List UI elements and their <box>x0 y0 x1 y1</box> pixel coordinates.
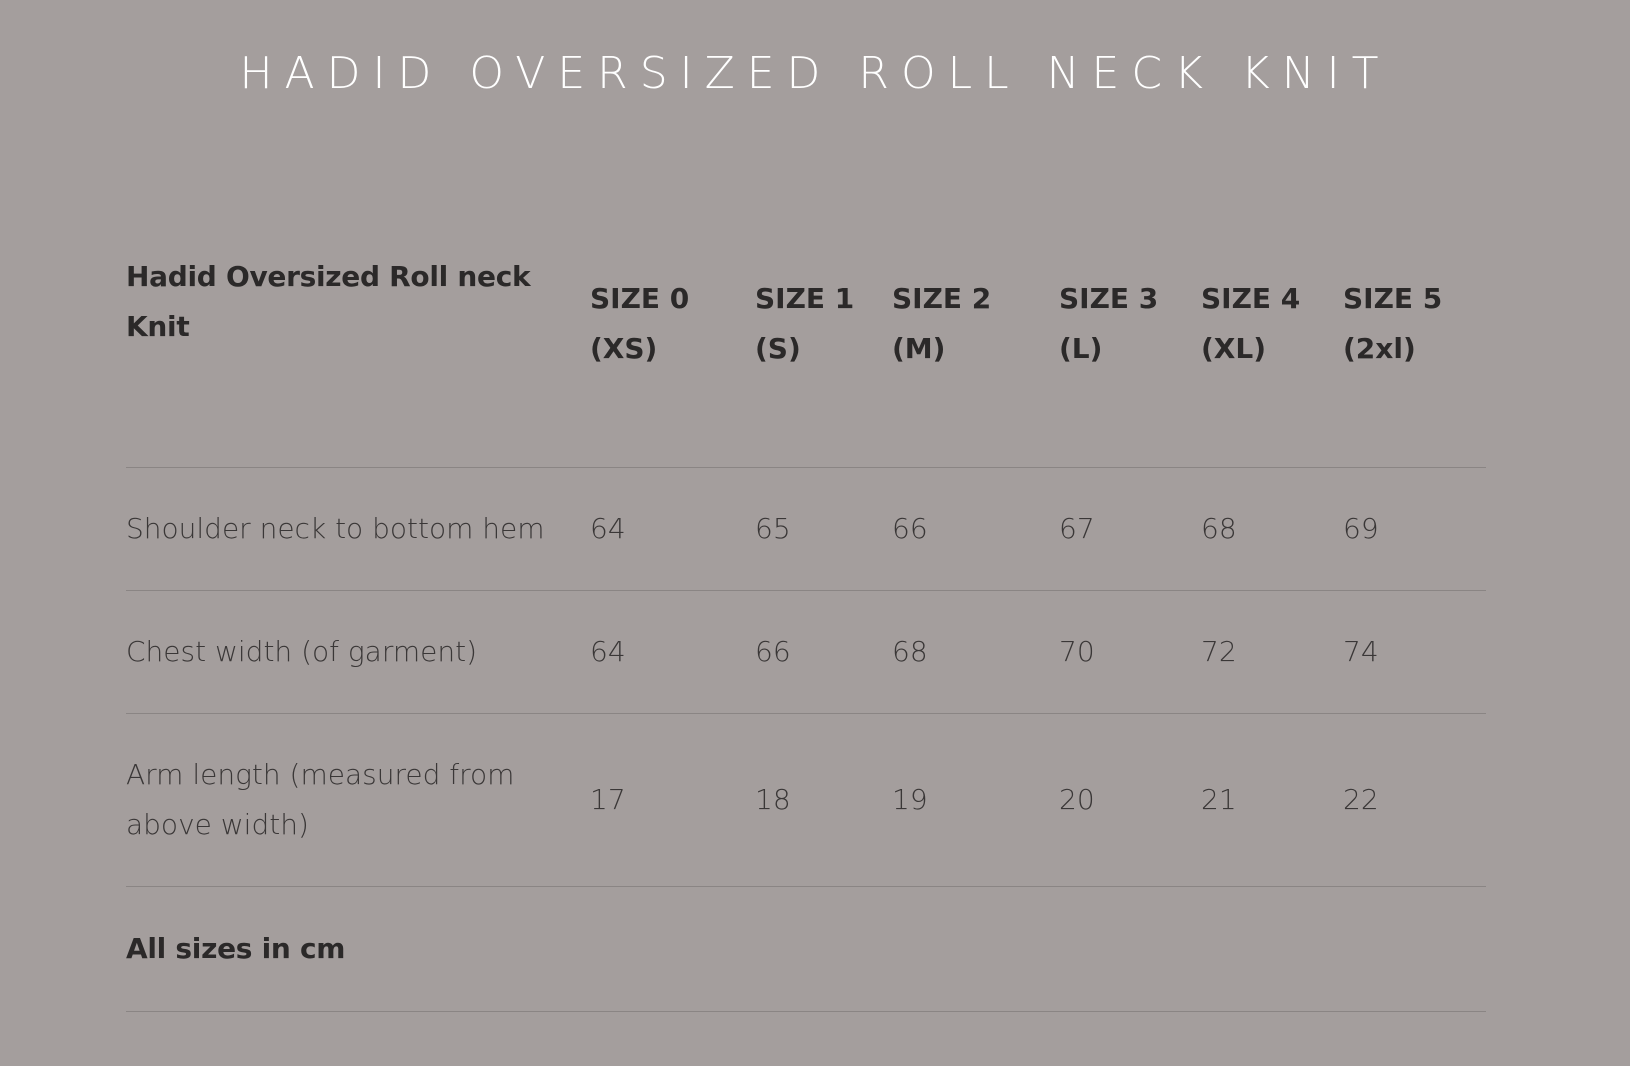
table-row <box>126 591 1486 714</box>
size-chart-table <box>126 240 1486 1012</box>
measurement-value: 22 <box>1343 714 1486 887</box>
size-code: (L) <box>1059 332 1103 365</box>
measurement-value: 67 <box>1059 468 1201 591</box>
measurement-value: 70 <box>1059 591 1201 714</box>
measurement-value: 74 <box>1343 591 1486 714</box>
size-label: SIZE 4 <box>1201 282 1301 315</box>
measurement-value: 65 <box>755 468 892 591</box>
measurement-value: 66 <box>755 591 892 714</box>
measurement-value: 66 <box>892 468 1059 591</box>
table-row <box>126 714 1486 887</box>
table-footer-row <box>126 887 1486 1012</box>
table-header-row <box>126 240 1486 468</box>
size-code: (XL) <box>1201 332 1267 365</box>
size-code: (S) <box>755 332 801 365</box>
size-label: SIZE 3 <box>1059 282 1159 315</box>
measurement-value: 18 <box>755 714 892 887</box>
units-note: All sizes in cm <box>126 887 1486 1012</box>
page-title: HADID OVERSIZED ROLL NECK KNIT <box>239 48 1391 99</box>
size-column-header <box>1201 240 1343 468</box>
measurement-value: 64 <box>590 591 755 714</box>
measurement-value: 17 <box>590 714 755 887</box>
measurement-value: 19 <box>892 714 1059 887</box>
measurement-label: Arm length (measured from above width) <box>126 714 590 887</box>
table-row <box>126 468 1486 591</box>
measurement-value: 69 <box>1343 468 1486 591</box>
size-label: SIZE 1 <box>755 282 855 315</box>
size-code: (2xl) <box>1343 332 1416 365</box>
measurement-value: 72 <box>1201 591 1343 714</box>
size-code: (XS) <box>590 332 658 365</box>
size-column-header <box>755 240 892 468</box>
size-label: SIZE 2 <box>892 282 992 315</box>
size-column-header <box>892 240 1059 468</box>
size-column-header <box>1343 240 1486 468</box>
product-name-header: Hadid Oversized Roll neck Knit <box>126 240 590 468</box>
measurement-value: 20 <box>1059 714 1201 887</box>
measurement-value: 68 <box>892 591 1059 714</box>
size-column-header <box>590 240 755 468</box>
measurement-label: Shoulder neck to bottom hem <box>126 468 590 591</box>
size-label: SIZE 0 <box>590 282 690 315</box>
measurement-value: 68 <box>1201 468 1343 591</box>
size-code: (M) <box>892 332 946 365</box>
size-label: SIZE 5 <box>1343 282 1443 315</box>
size-column-header <box>1059 240 1201 468</box>
measurement-label: Chest width (of garment) <box>126 591 590 714</box>
measurement-value: 21 <box>1201 714 1343 887</box>
measurement-value: 64 <box>590 468 755 591</box>
